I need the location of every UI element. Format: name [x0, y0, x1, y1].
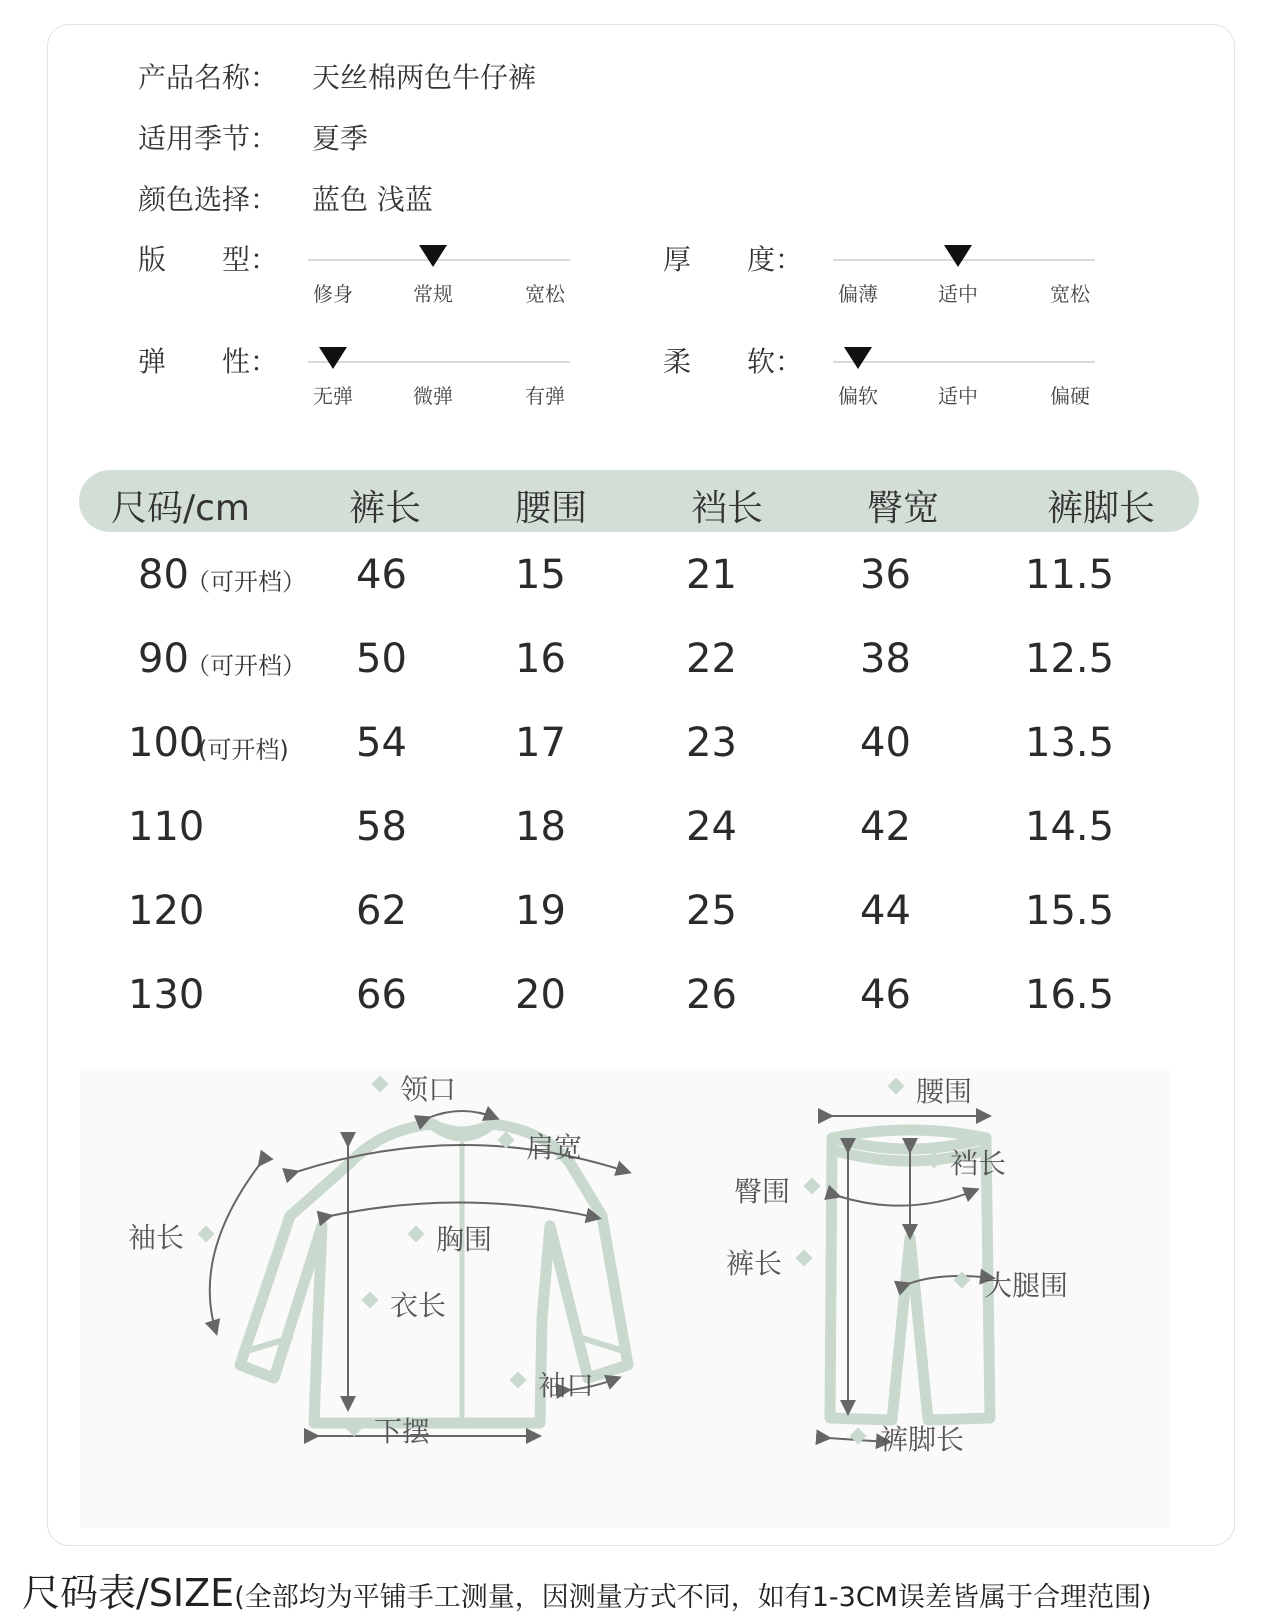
measurement-cell: 21: [686, 552, 737, 598]
measurement-cell: 13.5: [1025, 720, 1115, 766]
size-note: (可开档): [198, 736, 289, 764]
measurement-cell: 12.5: [1025, 636, 1115, 682]
label-chest: 胸围: [436, 1223, 493, 1256]
fit-option-1: 修身: [313, 282, 353, 306]
softness-scale-marker: [844, 347, 872, 369]
measurement-cell: 18: [515, 804, 566, 850]
measurement-cell: 42: [860, 804, 911, 850]
season-value: 夏季: [312, 122, 369, 155]
footer: [22, 1562, 1152, 1617]
softness-option-1: 偏软: [838, 384, 878, 408]
fit-option-2: 常规: [413, 282, 453, 306]
product-name-label: 产品名称：: [138, 61, 279, 94]
size-cell: 80: [138, 552, 189, 598]
size-cell: 100: [128, 720, 205, 766]
thickness-scale-label: 厚 度：: [663, 243, 804, 276]
header-pants-length: 裤长: [349, 488, 422, 529]
product-name-value: 天丝棉两色牛仔裤: [312, 61, 537, 94]
fit-scale-marker: [419, 245, 447, 267]
measurement-cell: 25: [686, 888, 737, 934]
size-note: （可开档）: [186, 652, 306, 680]
measurement-cell: 16.5: [1025, 972, 1115, 1018]
elastic-scale-marker: [319, 347, 347, 369]
size-table-header: [79, 470, 1199, 532]
thickness-option-2: 适中: [938, 282, 978, 306]
measurement-cell: 50: [356, 636, 407, 682]
size-cell: 120: [128, 888, 205, 934]
label-collar: 领口: [400, 1073, 457, 1106]
measurement-cell: 23: [686, 720, 737, 766]
softness-option-3: 偏硬: [1050, 384, 1090, 408]
fit-option-3: 宽松: [525, 282, 565, 306]
softness-scale-track: [833, 361, 1095, 363]
measurement-cell: 40: [860, 720, 911, 766]
elastic-scale-track: [308, 361, 570, 363]
color-label: 颜色选择：: [138, 183, 279, 216]
fit-scale-label: 版 型：: [138, 243, 279, 276]
measurement-cell: 15: [515, 552, 566, 598]
color-value: 蓝色 浅蓝: [312, 183, 433, 216]
footer-title: 尺码表/SIZE: [22, 1571, 235, 1615]
measurement-cell: 17: [515, 720, 566, 766]
size-note: （可开档）: [186, 568, 306, 596]
thickness-option-1: 偏薄: [838, 282, 878, 306]
measurement-cell: 66: [356, 972, 407, 1018]
measurement-cell: 11.5: [1025, 552, 1115, 598]
header-waist: 腰围: [515, 488, 588, 529]
measurement-diagram: [80, 1068, 1170, 1528]
label-hem: 下摆: [374, 1415, 431, 1448]
softness-option-2: 适中: [938, 384, 978, 408]
label-pants-length: 裤长: [726, 1247, 783, 1280]
elastic-option-3: 有弹: [525, 384, 565, 408]
measurement-cell: 46: [356, 552, 407, 598]
label-shirt-length: 衣长: [390, 1289, 447, 1322]
label-shoulder: 肩宽: [526, 1131, 583, 1164]
size-cell: 90: [138, 636, 189, 682]
label-hip: 臀围: [734, 1175, 791, 1208]
size-cell: 130: [128, 972, 205, 1018]
label-leg-opening: 裤脚长: [880, 1423, 965, 1456]
measurement-cell: 15.5: [1025, 888, 1115, 934]
measurement-cell: 58: [356, 804, 407, 850]
label-waist: 腰围: [916, 1075, 973, 1108]
measurement-cell: 26: [686, 972, 737, 1018]
elastic-option-2: 微弹: [413, 384, 453, 408]
measurement-cell: 54: [356, 720, 407, 766]
label-thigh: 大腿围: [984, 1269, 1069, 1302]
elastic-scale-label: 弹 性：: [138, 345, 279, 378]
thickness-option-3: 宽松: [1050, 282, 1090, 306]
header-size: 尺码/cm: [111, 488, 250, 529]
softness-scale-label: 柔 软：: [663, 345, 804, 378]
thickness-scale-marker: [944, 245, 972, 267]
measurement-cell: 19: [515, 888, 566, 934]
measurement-cell: 20: [515, 972, 566, 1018]
label-sleeve: 袖长: [128, 1221, 185, 1254]
measurement-cell: 38: [860, 636, 911, 682]
elastic-option-1: 无弹: [313, 384, 353, 408]
header-rise: 裆长: [691, 488, 764, 529]
label-cuff: 袖口: [538, 1369, 595, 1402]
header-leg-opening: 裤脚长: [1047, 488, 1156, 529]
header-hip: 臀宽: [867, 488, 940, 529]
footer-note: (全部均为平铺手工测量，因测量方式不同，如有1-3CM误差皆属于合理范围): [234, 1582, 1152, 1613]
measurement-cell: 46: [860, 972, 911, 1018]
measurement-cell: 24: [686, 804, 737, 850]
season-label: 适用季节：: [138, 122, 279, 155]
size-cell: 110: [128, 804, 205, 850]
label-rise: 裆长: [950, 1147, 1007, 1180]
measurement-cell: 22: [686, 636, 737, 682]
measurement-cell: 14.5: [1025, 804, 1115, 850]
measurement-cell: 16: [515, 636, 566, 682]
measurement-cell: 62: [356, 888, 407, 934]
measurement-cell: 36: [860, 552, 911, 598]
measurement-cell: 44: [860, 888, 911, 934]
